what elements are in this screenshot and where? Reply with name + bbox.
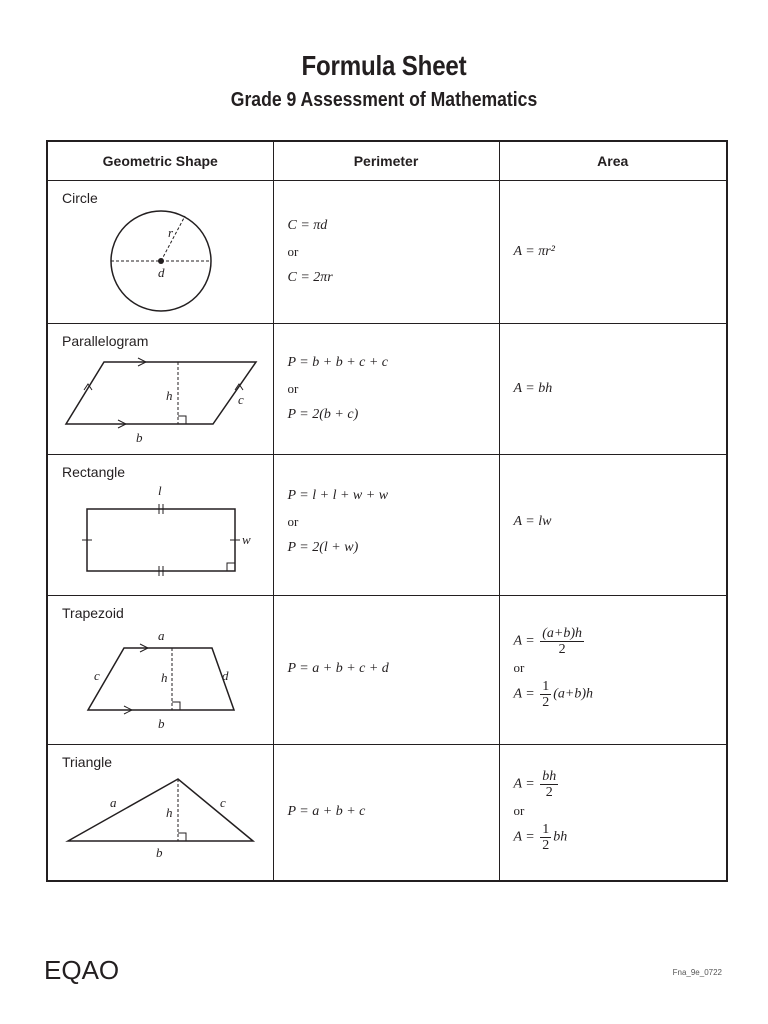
label-c: c	[94, 668, 100, 683]
perimeter-cell-parallelogram	[273, 324, 499, 455]
perimeter-cell-triangle	[273, 745, 499, 881]
fraction-numerator: (a+b)h	[542, 626, 583, 641]
formula-line: P = b + b + c + c	[287, 355, 389, 370]
area-formula	[514, 376, 553, 402]
formula-prefix: A =	[513, 686, 535, 702]
table-header-row	[47, 141, 727, 181]
fraction-numerator: 1	[542, 679, 550, 694]
shape-cell-trapezoid	[47, 596, 273, 745]
shape-cell-circle	[47, 181, 273, 324]
or-text: or	[513, 803, 525, 818]
shape-name: Trapezoid	[62, 605, 124, 621]
area-cell-circle	[499, 181, 727, 324]
label-b: b	[136, 430, 143, 445]
fraction-denominator: 2	[558, 642, 566, 657]
parallelogram-diagram	[48, 324, 274, 455]
rectangle-diagram	[48, 455, 274, 596]
formula-suffix: bh	[553, 829, 568, 845]
perimeter-cell-circle	[273, 181, 499, 324]
formula-line	[514, 769, 568, 800]
or-text: or	[513, 660, 525, 675]
label-c: c	[238, 392, 244, 407]
label-h: h	[166, 388, 173, 403]
formula-prefix: A =	[513, 829, 535, 845]
formula-line: P = a + b + c	[287, 804, 366, 819]
label-b: b	[158, 716, 165, 731]
area-formula	[514, 509, 552, 535]
area-cell-rectangle	[499, 455, 727, 596]
perimeter-formula	[288, 213, 333, 291]
label-l: l	[158, 483, 162, 498]
formula-line: P = 2(b + c)	[287, 407, 359, 422]
formula-line: P = 2(l + w)	[287, 540, 359, 555]
table-row	[47, 324, 727, 455]
fraction	[540, 769, 558, 800]
shape-cell-parallelogram	[47, 324, 273, 455]
shape-name: Parallelogram	[62, 333, 149, 349]
fraction-denominator: 2	[545, 785, 553, 800]
fraction	[540, 679, 551, 710]
formula-table	[46, 140, 728, 882]
document-code: Fna_9e_0722	[672, 968, 722, 977]
page-subtitle: Grade 9 Assessment of Mathematics	[230, 89, 538, 111]
label-a: a	[158, 628, 165, 643]
label-h: h	[166, 805, 173, 820]
or-text: or	[287, 514, 299, 529]
page-title: Formula Sheet	[301, 50, 467, 81]
triangle-diagram	[48, 745, 274, 881]
area-cell-trapezoid	[499, 596, 727, 745]
formula-line: A = πr²	[513, 244, 555, 259]
label-d: d	[158, 265, 165, 280]
shape-cell-triangle	[47, 745, 273, 881]
fraction-denominator: 2	[542, 838, 550, 853]
formula-line: C = 2πr	[287, 270, 333, 285]
table-row	[47, 181, 727, 324]
label-h: h	[161, 670, 168, 685]
perimeter-cell-rectangle	[273, 455, 499, 596]
label-b: b	[156, 845, 163, 860]
formula-suffix: (a+b)h	[553, 686, 594, 702]
table-row	[47, 745, 727, 881]
fraction-numerator: 1	[542, 822, 550, 837]
circle-diagram	[48, 181, 274, 324]
perimeter-cell-trapezoid	[273, 596, 499, 745]
shape-name: Rectangle	[62, 464, 126, 480]
fraction-denominator: 2	[542, 695, 550, 710]
label-w: w	[242, 532, 251, 547]
perimeter-formula	[288, 799, 366, 825]
trapezoid-diagram	[48, 596, 274, 745]
area-cell-triangle	[499, 745, 727, 881]
shape-name: Circle	[62, 190, 98, 206]
label-r: r	[168, 225, 174, 240]
formula-line: A = lw	[513, 514, 552, 529]
perimeter-formula	[288, 656, 389, 682]
table-row	[47, 455, 727, 596]
formula-prefix: A =	[513, 776, 535, 792]
perimeter-formula	[288, 483, 389, 561]
shape-cell-rectangle	[47, 455, 273, 596]
area-formula	[514, 769, 568, 853]
formula-line: A = bh	[513, 381, 553, 396]
column-header-shape: Geometric Shape	[47, 141, 273, 181]
area-cell-parallelogram	[499, 324, 727, 455]
fraction	[540, 626, 584, 657]
fraction	[540, 822, 551, 853]
or-text: or	[287, 244, 299, 259]
fraction-numerator: bh	[542, 769, 557, 784]
table-row	[47, 596, 727, 745]
shape-name: Triangle	[62, 754, 113, 770]
label-a: a	[110, 795, 117, 810]
column-header-perimeter: Perimeter	[273, 141, 499, 181]
area-formula	[514, 239, 555, 265]
column-header-area: Area	[499, 141, 727, 181]
label-d: d	[222, 668, 229, 683]
formula-prefix: A =	[513, 633, 535, 649]
formula-line	[514, 626, 594, 657]
formula-line: C = πd	[287, 218, 328, 233]
formula-line: P = a + b + c + d	[287, 661, 389, 676]
label-c: c	[220, 795, 226, 810]
area-formula	[514, 626, 594, 710]
formula-line	[514, 822, 568, 853]
perimeter-formula	[288, 350, 389, 428]
formula-line	[514, 679, 594, 710]
formula-line: P = l + l + w + w	[287, 488, 389, 503]
eqao-logo: EQAO	[44, 955, 120, 985]
or-text: or	[287, 381, 299, 396]
